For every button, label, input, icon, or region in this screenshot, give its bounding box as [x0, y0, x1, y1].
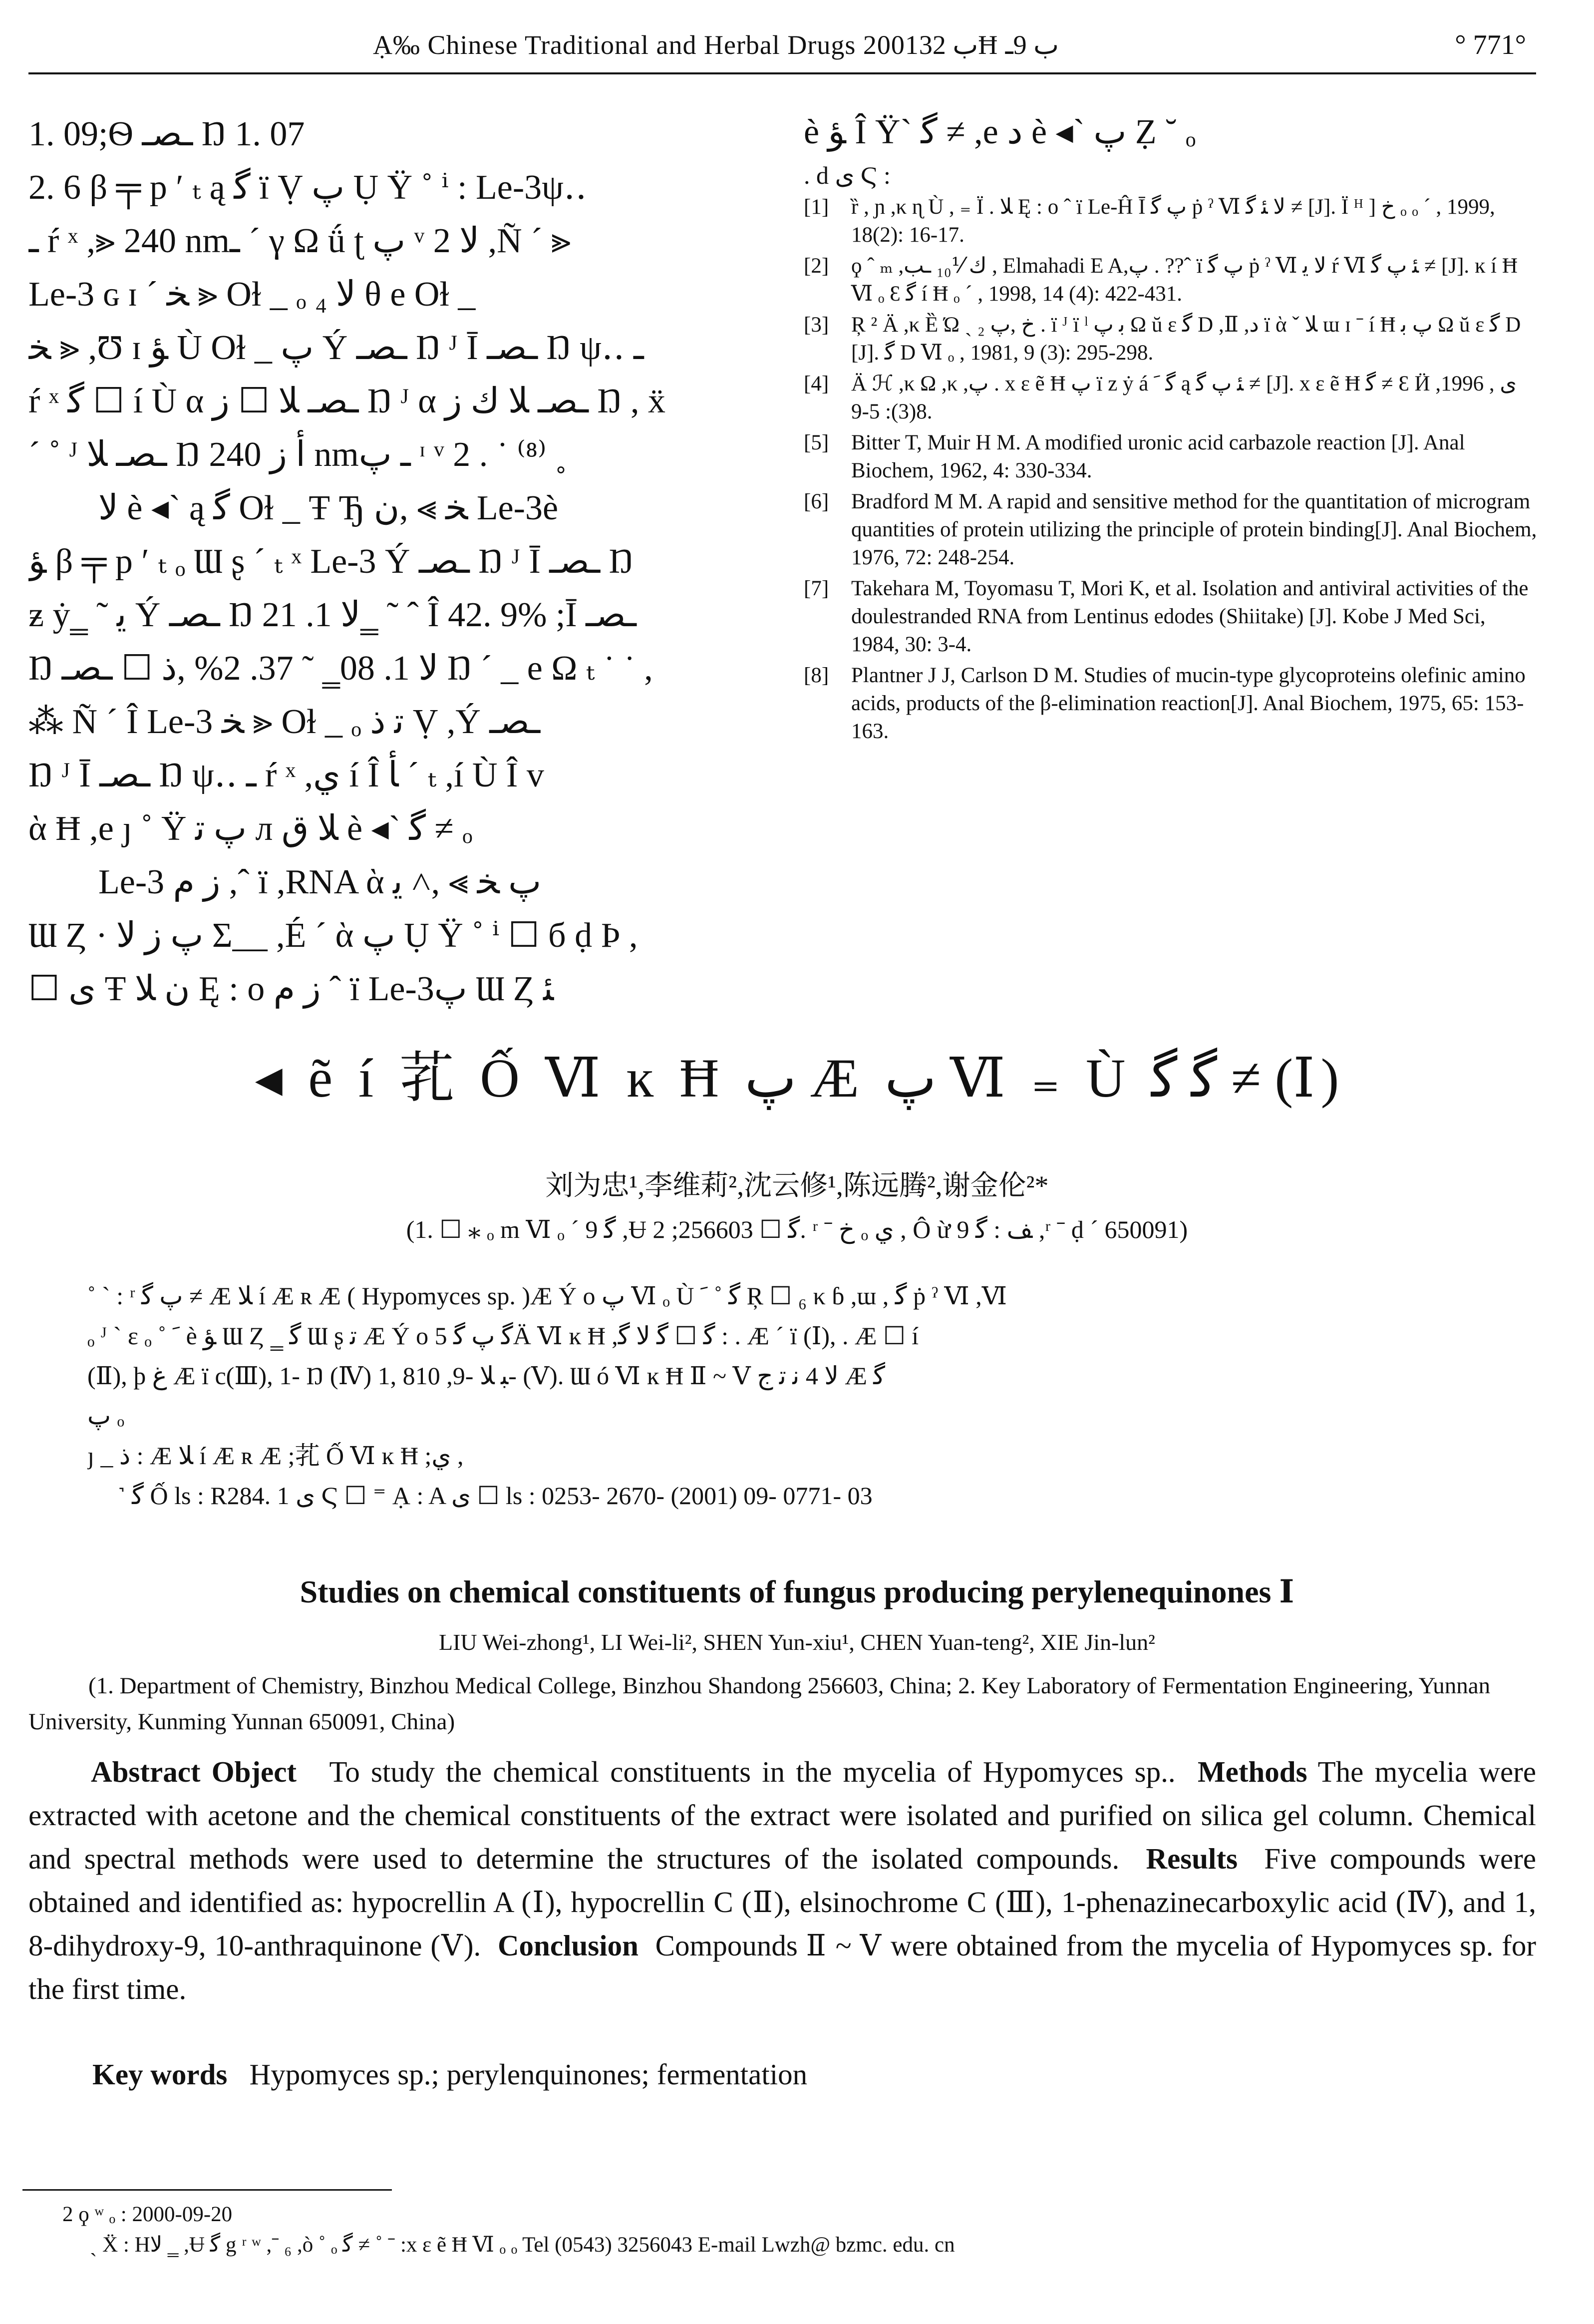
reference-text: Takehara M, Toyomasu T, Mori K, et al. Isolation and antiviral activities of the doulestranded RNA from Lentinus edodes (Shiitake) [J]. Kobe J Med Sci, 1984, 30: 3-4.: [851, 577, 1529, 656]
reference-number: [4]: [804, 372, 829, 395]
text-line: Ŋ ﻻ 1. 08‗ ˜ 37. 2% ,ﺫ ☐ ـصـ Ŋ ˊ _ e Ω ₜ ˙ ˙ ,: [28, 649, 653, 688]
text-line: Ɯ Ȥ · پ ﺯ ﻻ Σ__ ,É ˊ ὰ پ Ụ Ÿ ˚ ⁱ ☐ б ḍ Þ ,: [28, 916, 638, 955]
reference-text: Ä ℋ ,κ Ω ,κ ,پ‌ . x ε ẽ Ħ پ ï z ẏ á ﮔ ﹶ ą ﺌ پ ﮔ ≠ [J]. x ε ẽ Ħ ﮔ ≠ Ɛ Ӥ ی , 1996, 8(3): 5-9.: [851, 372, 1517, 423]
running-header: [28, 25, 1536, 74]
affiliation-cn: (1. ☐ ⁎ ₒ m Ⅵ ₒ ˊ ﮔ 9 ,Ʉ ﮔ ☐ 256603; 2. ʳ ˉ ﺥ ₒ ي , Ô ừ ﻒ : ﮔ 9 ,ʳ ˉ ḍ ˊ 650091): [406, 1215, 1188, 1243]
article-title-en: Studies on chemical constituents of fungus producing perylenequinones Ⅰ: [300, 1574, 1294, 1609]
reference-text: ϙ ˆ ₘ ,ﻙ ⅟₁₀ ـب , Elmahadi E A,پ‌ . ??ˆ ï پ ﮔ ṗ ˀ Ⅵ ﻻ ﯾ ŕ Ⅵ ﺌ پ ﮔ ≠ [J]. ĸ í Ħ Ⅵ ₒ Ɛ ﮔ í Ħ ₒ ˊ , 1998, 14 (4): 422-431.: [851, 254, 1518, 306]
methods-text: The mycelia were extracted with acetone and the chemical constituents of the extract were isolated and purified on silica gel column. Chemical and spectral methods were used to determine the structures of the isolated compounds.: [28, 1755, 1537, 1875]
reference-number: [2]: [804, 254, 829, 278]
conclusion-label: Conclusion: [497, 1929, 638, 1962]
authors-cn: 刘为忠¹,李维莉²,沈云修¹,陈远腾²,谢金伦²*: [545, 1170, 1049, 1201]
reference-item: [804, 193, 1538, 249]
keywords-label: Key words: [92, 2058, 228, 2091]
keywords-cn: ȷ _ ﺫ : Æ ﻼ í Æ ʀ Æ ;芤 Ố Ⅵ ĸ Ħ ;ي ,: [87, 1442, 464, 1470]
text-line: ŕ ˣ ﮔ ☐ í Ù α ـصـ ﻼ ☐ ﺯ Ŋ ᴶ α ـصـ ﻼ ﻙ ﺯ Ŋ , ẍ: [28, 382, 666, 420]
reference-number: [6]: [804, 490, 829, 513]
reference-number: [7]: [804, 577, 829, 600]
reference-number: [1]: [804, 195, 829, 219]
keywords-text: Hypomyces sp.; perylenquinones; fermentation: [249, 2058, 808, 2091]
text-line: ☐ ى Ŧ ن ﻼ Ę : o ﺯ ﻡ ˆ ï Le-3پ Ɯ Ȥ ﺌ: [28, 970, 554, 1008]
text-line: 2. 6 β ╤ p ʹ ₜ ą ﮔ ï Ṿ پ Ụ Ÿ ˚ ⁱ : Le-3ψ‥: [28, 168, 587, 207]
text-line: ˚ ˋ : ʳ پ ﮔ ≠ Æ ﻼ í Æ ʀ Æ ( Hypomyces sp. )Æ Ý o پ Ⅵ ₒ Ù ﮔ ˚ ﹶ Ŗ ☐ ₆ κ ɓ ,ɯ , ﮔ ṗ ˀ Ⅵ ,Ⅵ: [87, 1282, 1007, 1310]
left-column: [28, 107, 792, 1016]
text-line: ₒ ᴶ ˋ ɛ ₒ ˚ ﹶ è ﺆ Ɯ Ȥ ‗ ﮔ Ɯ ʂ ﺗ Æ Ý o ﮔ پ ﮔ 5Ä Ⅵ ĸ Ħ ,ﮔ ☐ ﮔ ﻻ ﮔ : . Æ ˊ ï (Ⅰ), . Æ ☐ í: [87, 1322, 919, 1350]
results-text: Five compounds were obtained and identified as: hypocrellin A (Ⅰ), hypocrellin C (Ⅱ), elsinochrome C (Ⅲ), 1-phenazinecarboxylic acid (Ⅳ), and 1, 8-dihydroxy-9, 10-anthraquinone (Ⅴ).: [28, 1842, 1537, 1962]
reference-number: [3]: [804, 313, 829, 337]
reference-item: [804, 252, 1538, 308]
text-line: (Ⅱ), þ ﻍ Æ ï c(Ⅲ), 1- Ŋ (Ⅳ) 1, 8ﺒ ﻼ -9, 10- (Ⅴ). Ɯ ó Ⅵ ĸ Ħ Ⅱ ~ Ⅴ ﻻ 4 ﻧ ﺗ ﺝ Æ ﮔ: [87, 1362, 886, 1390]
results-label: Results: [1146, 1842, 1238, 1875]
reference-list: [804, 193, 1538, 746]
abstract-object-label: Abstract Object: [91, 1755, 297, 1788]
references-heading: . d ى Ϛ :: [804, 161, 891, 189]
text-line: 1. 09;Ѳ ـصـ Ŋ 1. 07: [28, 115, 305, 153]
reference-number: [5]: [804, 431, 829, 454]
abstract-cn: [87, 1276, 1515, 1516]
article-title-cn: ◂ ẽ í 芤 Ố Ⅵ ĸ Ħ پ Æ پ Ⅵ ₌ Ù ﮔ ﮔ ≠ (Ⅰ): [255, 1048, 1339, 1109]
text-line: ﻻ è ◂ˋ ą ﮔ Oɫ _ Ŧ Ђ ﺨ ⪢ ,ن Le-3è: [98, 489, 559, 527]
journal-name: Ạ‰ Chinese Traditional and Herbal Drugs 2001ب 32Ħ ب 9ـ: [373, 30, 1059, 60]
page-number: ° 771°: [1455, 29, 1526, 60]
reference-text: Bradford M M. A rapid and sensitive method for the quantitation of microgram quantities of protein utilizing the principle of protein binding[J]. Anal Biochem, 1976, 72: 248-254.: [851, 490, 1537, 569]
text-line: Le-3 ɢ ɪ ˊ ﺨ ⪢ Oɫ _ ₒ ₄ ﻻ θ e Oɫ _: [28, 275, 476, 314]
text-line: پ ₒ: [87, 1402, 124, 1430]
text-line: ƶ ẏ‗ ˜ ﯾ Ý ـصـ Ŋ ﻻ 1. 21‗ ˜ ˆ Î 42. 9% ;Ī ـصـ: [28, 596, 637, 634]
reference-item: [804, 429, 1538, 485]
reference-text: ȑ , ɲ ,κ ɳ Ù , ₌ Ϊ . ﻼ Ę : o ˆ ï Le-Ĥ Ī پ ﮔ ṗ ˀ Ⅵ ﻻ ﺌ ﮔ ≠ [J]. Ϊ ᴴ ] ﺥ ₒ ₒ ˊ , 1999, 18(2): 16-17.: [851, 195, 1495, 247]
text-line: ὰ Ħ ,e ȷ ˚ Ÿ پ ﺗ л ﻼ ق è ◂ˋ ﮔ ≠ ₒ: [28, 809, 473, 848]
text-line: Ŋ ᴶ Ī ـصـ Ŋ ψ‥ ـ ŕ ˣ ,ي í Î ﺄ ˊ ₜ ,í Ù Î ᴠ: [28, 756, 544, 794]
reference-item: [804, 575, 1538, 659]
text-line: ⁂ Ñ ˊ Î Le-3 ﺨ ⪢ Oɫ _ ₒ ﺗ ﺫ Ṿ ,Ý ـصـ: [28, 703, 541, 741]
text-line: è ﺆ Î Ÿˋ ﮔ ≠ ,e ﺩ è ◂ˋ پ Ẓ ˘ ₒ: [804, 113, 1196, 151]
affiliation-en: (1. Department of Chemistry, Binzhou Medical College, Binzhou Shandong 256603, China; 2. Key Laboratory of Fermentation Engineering, Yunnan University, Kunming Yunnan 650091, China): [28, 1673, 1491, 1735]
received-date: 2 ϙ ʷ ₒ : 2000-09-20: [62, 2203, 233, 2226]
authors-en: LIU Wei-zhong¹, LI Wei-li², SHEN Yun-xiu¹, CHEN Yuan-teng², XIE Jin-lun²: [439, 1629, 1155, 1655]
methods-label: Methods: [1197, 1755, 1307, 1788]
reference-item: [804, 488, 1538, 572]
abstract-object-text: To study the chemical constituents in the mycelia of Hypomyces sp..: [329, 1755, 1176, 1788]
text-line: ﺨ ⪢ ,Ʊ ɪ ﺆ Ù Oɫ _ پ Ý ـصـ Ŋ ᴶ Ī ـصـ Ŋ ψ‥ ـ: [28, 329, 644, 367]
reference-text: Ŗ ² Ä ,κ Ȅ Ώ ˏ ₂ ﺥ ,پ‌ . ï ᴶ ï ˡ ﺑ پ Ω ŭ ε ﮔ D ,Ⅱ ,ﺩ ï ὰ ˇ ﻼ ɯ ɪ ˉ í Ħ پ ﺑ Ω ŭ ε ﮔ D [J]. ﮔ D Ⅵ ₒ , 1981, 9 (3): 295-298.: [851, 313, 1521, 365]
abstract-en: [28, 1750, 1536, 2011]
text-line: ˊ ˚ ᴶ ـصـ ﻼ Ŋ ﺃ ﺯ 240 nmـ پ ᶦ ᵛ 2 . ˙ ⁽⁸⁾ ˳: [28, 435, 567, 474]
reference-number: [8]: [804, 664, 829, 687]
text-line: ﺆ β ╤ p ʹ ₜ ₒ Ɯ ʂ ˊ ₜ ˣ Le-3 Ý ـصـ Ŋ ᴶ Ī ـصـ Ŋ: [28, 542, 634, 581]
reference-text: Plantner J J, Carlson D M. Studies of mucin-type glycoproteins olefinic amino acids, products of the β-elimination reaction[J]. Anal Biochem, 1975, 65: 153-163.: [851, 664, 1526, 743]
text-line: ـ ŕ ˣ ,⪢ 240 nmـ ˊ γ Ω ǘ ʈ پ ᵛ 2 ﻻ ,Ñ ˊ ⪢: [28, 222, 571, 260]
conclusion-text: Compounds Ⅱ ~ Ⅴ were obtained from the mycelia of Hypomyces sp. for the first time.: [28, 1929, 1536, 2005]
classification-cn: ˺ ﮔ Ố ls : R284. 1 ى Ϛ ☐ ⁼ Ạ : A ى ☐ ls : 0253- 2670- (2001) 09- 0771- 03: [117, 1482, 873, 1510]
footnote-rule: [22, 2189, 392, 2191]
text-line: Le-3 ﺯ ﻡ ,ˆ ï ,RNA ὰ پ ﺨ ⪢ ,˄ ﯾ: [98, 863, 542, 901]
reference-item: [804, 370, 1538, 426]
keywords-en: [92, 2057, 807, 2092]
reference-item: [804, 311, 1538, 367]
reference-text: Bitter T, Muir H M. A modified uronic acid carbazole reaction [J]. Anal Biochem, 1962, 4: 330-334.: [851, 431, 1465, 482]
reference-item: [804, 662, 1538, 746]
author-info: ˏ Ẍ : Hﻻ ‗ ,Ʉ ﮔ g ʳ ʷ ,ˉ ₆ ,ò ˚ ₒ ﮔ ≠ ˚ ˉ :x ε ẽ Ħ Ⅵ ₒ ₒ Tel (0543) 3256043 E-mail Lwzh@ bzmc. edu. cn: [90, 2233, 955, 2257]
right-column: [804, 107, 1538, 749]
